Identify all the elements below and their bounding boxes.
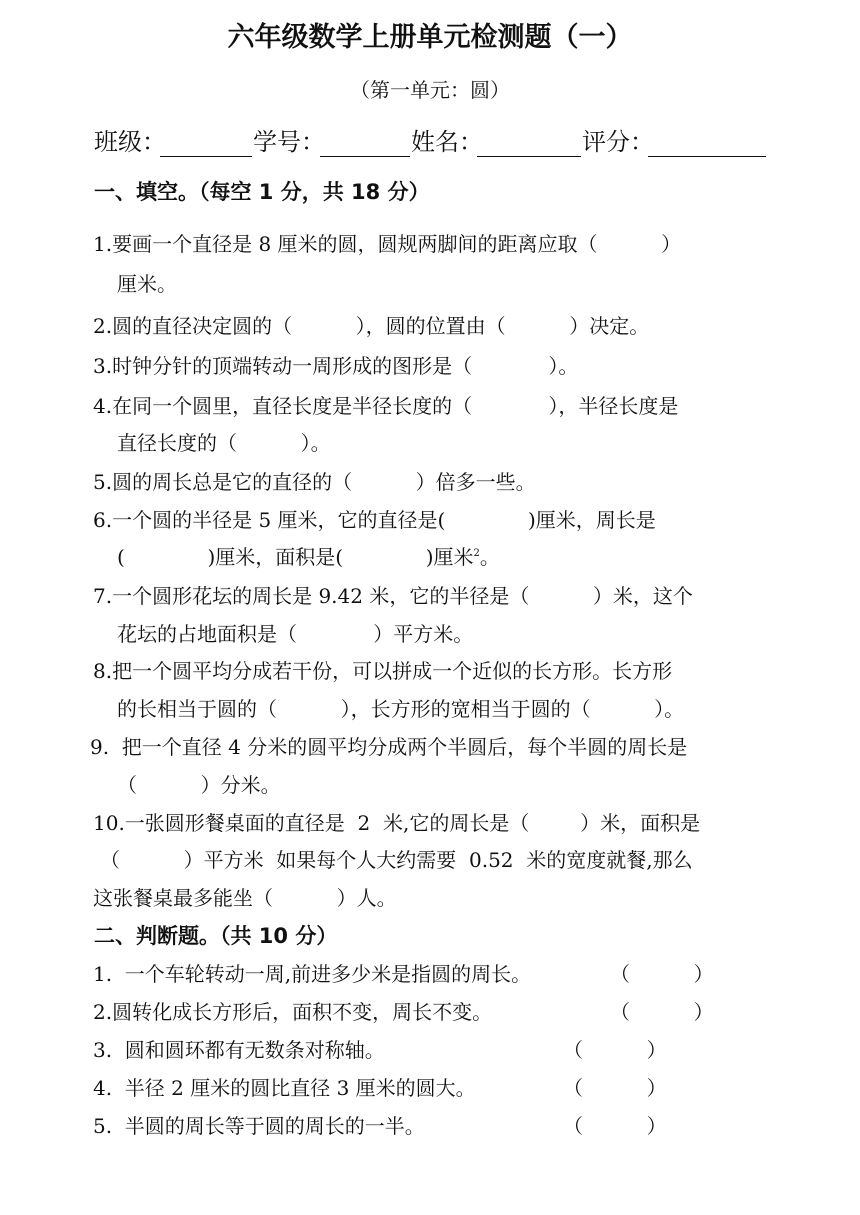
judge-item: 3. 圆和圆环都有无数条对称轴。 — [93, 1038, 385, 1062]
question-line: 9. 把一个直径 4 分米的圆平均分成两个半圆后，每个半圆的周长是 — [90, 735, 688, 759]
question-line: 1.要画一个直径是 8 厘米的圆，圆规两脚间的距离应取（ ） — [93, 232, 682, 256]
section2-heading: 二、判断题。（共 10 分） — [94, 924, 338, 948]
question-line: 8.把一个圆平均分成若干份，可以拼成一个近似的长方形。长方形 — [93, 659, 673, 683]
name-blank[interactable] — [477, 156, 581, 157]
question-line: 6.一个圆的半径是 5 厘米，它的直径是( )厘米，周长是 — [93, 508, 656, 532]
number-blank[interactable] — [320, 156, 410, 157]
page-title: 六年级数学上册单元检测题（一） — [227, 22, 633, 53]
question-line: 10.一张圆形餐桌面的直径是 2 米,它的周长是（ ）米，面积是 — [93, 811, 701, 835]
question-line: 4.在同一个圆里，直径长度是半径长度的（ ），半径长度是 — [93, 394, 679, 418]
question-line: 7.一个圆形花坛的周长是 9.42 米，它的半径是（ ）米，这个 — [93, 584, 693, 608]
score-label: 评分： — [582, 128, 654, 156]
question-line: 5.圆的周长总是它的直径的（ ）倍多一些。 — [93, 470, 536, 494]
question-line: 3.时钟分针的顶端转动一周形成的图形是（ ）。 — [93, 354, 579, 378]
question-line: 2.圆的直径决定圆的（ ），圆的位置由（ ）决定。 — [93, 314, 650, 338]
class-label: 班级： — [94, 128, 166, 156]
question-line: 这张餐桌最多能坐（ ）人。 — [93, 886, 397, 910]
judge-answer[interactable]: （ ） — [610, 962, 714, 986]
class-blank[interactable] — [160, 156, 252, 157]
judge-item: 5. 半圆的周长等于圆的周长的一半。 — [93, 1114, 425, 1138]
number-label: 学号： — [253, 128, 325, 156]
judge-answer[interactable]: （ ） — [563, 1076, 667, 1100]
judge-item: 4. 半径 2 厘米的圆比直径 3 厘米的圆大。 — [93, 1076, 476, 1100]
page-subtitle: （第一单元：圆） — [350, 78, 510, 102]
question-line: 直径长度的（ ）。 — [117, 431, 331, 455]
question-line: ( )厘米，面积是( )厘米$^2$。 — [117, 545, 500, 569]
question-line: 花坛的占地面积是（ ）平方米。 — [117, 622, 474, 646]
judge-answer[interactable]: （ ） — [563, 1038, 667, 1062]
judge-answer[interactable]: （ ） — [563, 1114, 667, 1138]
section1-heading: 一、填空。（每空 1 分，共 18 分） — [94, 180, 430, 204]
score-blank[interactable] — [648, 156, 766, 157]
judge-item: 2.圆转化成长方形后，面积不变，周长不变。 — [93, 1000, 493, 1024]
name-label: 姓名： — [411, 128, 483, 156]
question-line: （ ）分米。 — [117, 773, 281, 797]
judge-answer[interactable]: （ ） — [610, 1000, 714, 1024]
question-line: 的长相当于圆的（ ），长方形的宽相当于圆的（ ）。 — [117, 697, 685, 721]
judge-item: 1. 一个车轮转动一周,前进多少米是指圆的周长。 — [93, 962, 532, 986]
question-line: 厘米。 — [117, 272, 177, 296]
question-line: （ ）平方米 如果每个人大约需要 0.52 米的宽度就餐,那么 — [100, 848, 693, 872]
area-superscript: 2 — [473, 548, 480, 559]
